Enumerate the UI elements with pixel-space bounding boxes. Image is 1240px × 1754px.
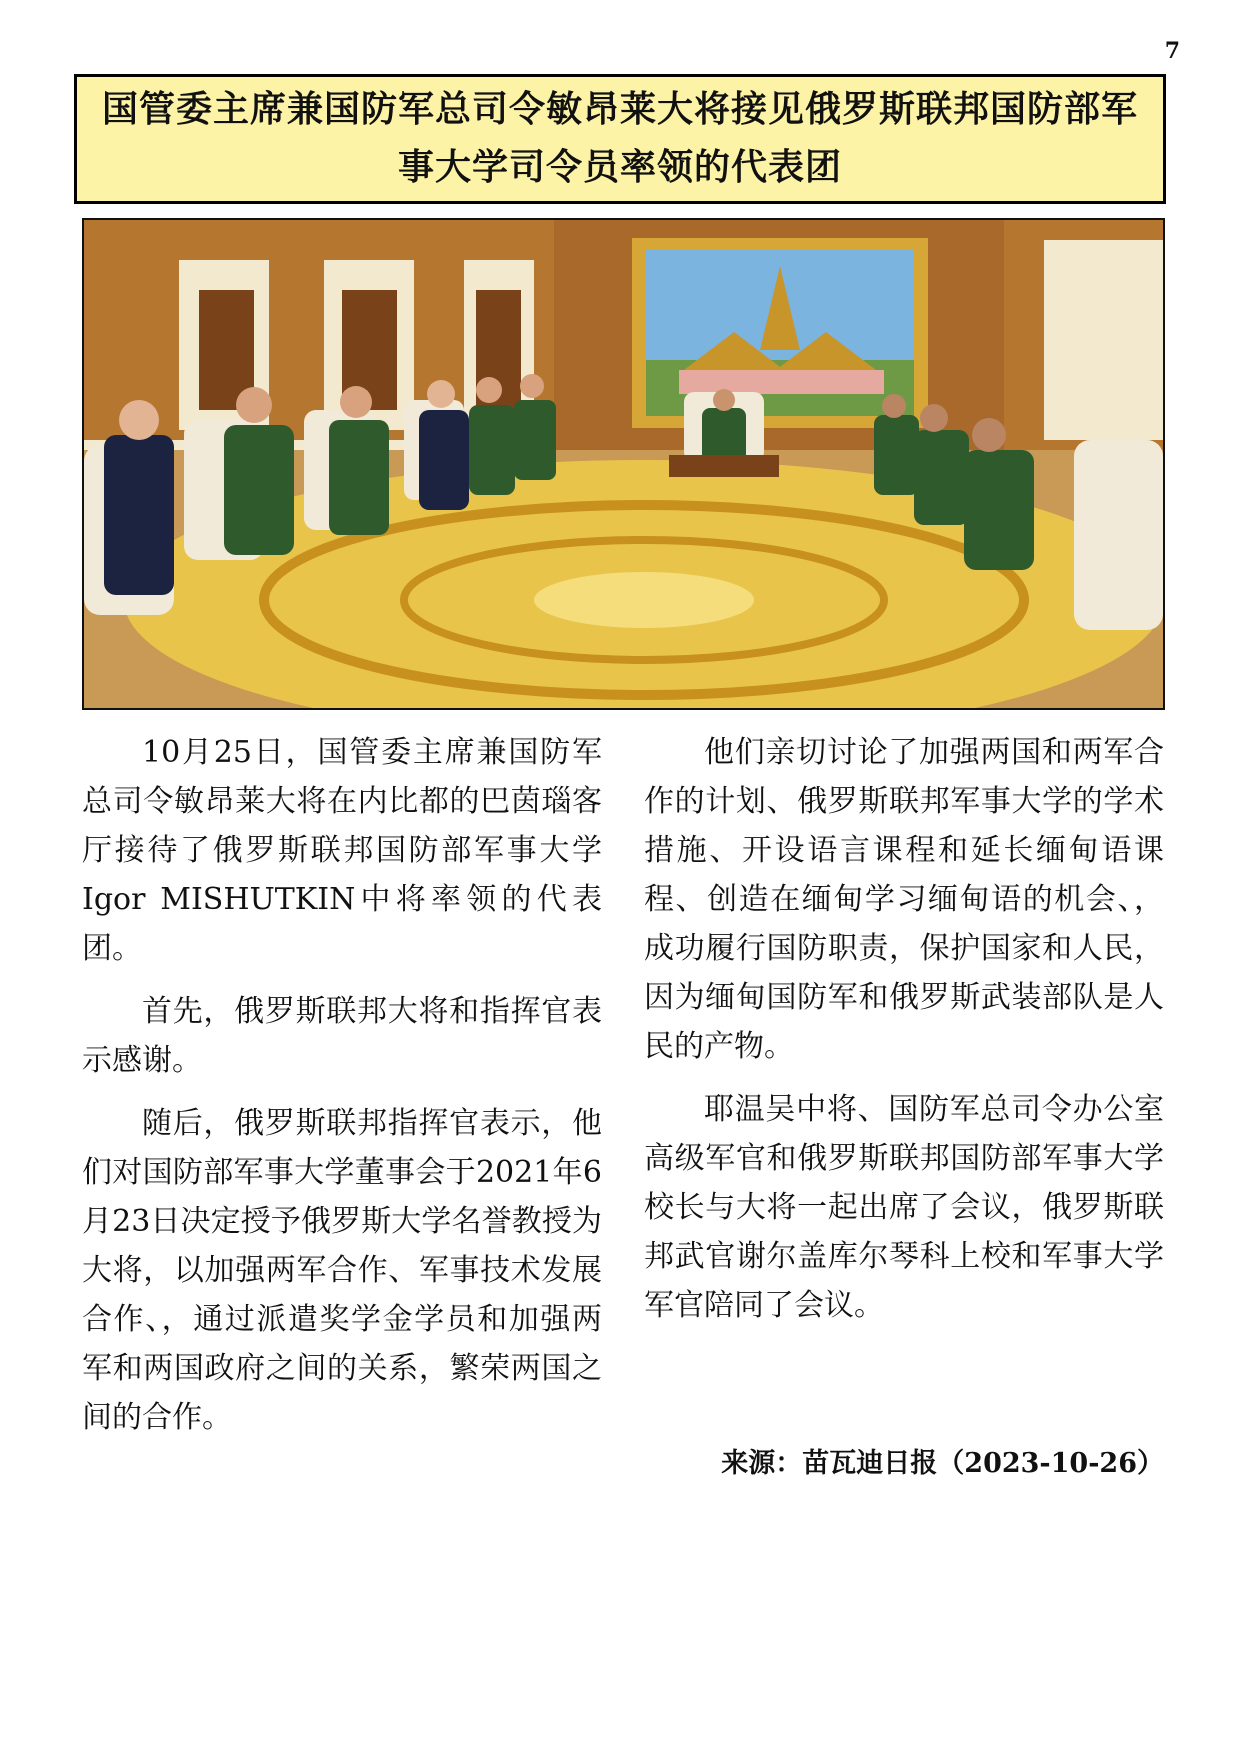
article-paragraph: 耶温吴中将、国防军总司令办公室高级军官和俄罗斯联邦国防部军事大学校长与大将一起出席了会议，俄罗斯联邦武官谢尔盖库尔琴科上校和军事大学军官陪同了会议。 <box>644 1092 1164 1323</box>
head <box>972 418 1006 452</box>
title-box <box>74 74 1166 204</box>
host-uniform <box>702 408 746 463</box>
person-uniform <box>874 415 919 495</box>
article-paragraph: 随后，俄罗斯联邦指挥官表示，他们对国防部军事大学董事会于2021年6月23日决定授予俄罗斯大学名誉教授为大将，以加强两军合作、军事技术发展合作、，通过派遣奖学金学员和加强两军和两国政府之间的关系，繁荣两国之间的合作。 <box>82 1106 602 1435</box>
head <box>920 404 948 432</box>
person-suit <box>104 435 174 595</box>
source-line: 来源：苗瓦迪日报（2023-10-26） <box>721 1448 1164 1479</box>
news-photo <box>82 218 1165 710</box>
article-column-left <box>82 728 602 1456</box>
person-uniform <box>329 420 389 535</box>
page-title: 国管委主席兼国防军总司令敏昂莱大将接见俄罗斯联邦国防部军事大学司令员率领的代表团 <box>101 89 1138 188</box>
meeting-room-illustration <box>84 220 1163 708</box>
person-suit <box>419 410 469 510</box>
person-uniform <box>469 405 515 495</box>
carpet-center <box>534 572 754 628</box>
head <box>882 394 906 418</box>
person-uniform <box>224 425 294 555</box>
head <box>713 389 735 411</box>
person-uniform <box>914 430 969 525</box>
article-paragraph: 他们亲切讨论了加强两国和两军合作的计划、俄罗斯联邦军事大学的学术措施、开设语言课程和延长缅甸语课程、创造在缅甸学习缅甸语的机会、，成功履行国防职责，保护国家和人民，因为缅甸国防军和俄罗斯武装部队是人民的产物。 <box>644 735 1164 1064</box>
article-paragraph: 10月25日，国管委主席兼国防军总司令敏昂莱大将在内比都的巴茵瑙客厅接待了俄罗斯联邦国防部军事大学Igor MISHUTKIN中将率领的代表团。 <box>82 735 602 966</box>
article-paragraph: 首先，俄罗斯联邦大将和指挥官表示感谢。 <box>82 994 602 1078</box>
palace-base <box>679 370 884 394</box>
tea-table <box>669 455 779 477</box>
head <box>476 377 502 403</box>
article-column-right <box>644 728 1164 1344</box>
head <box>236 387 272 423</box>
page-number: 7 <box>1164 38 1180 64</box>
wall-inset-right <box>1044 240 1163 440</box>
head <box>340 386 372 418</box>
head <box>520 374 544 398</box>
person-uniform <box>964 450 1034 570</box>
head <box>427 380 455 408</box>
chair <box>1074 440 1163 630</box>
person-uniform <box>514 400 556 480</box>
head <box>119 400 159 440</box>
